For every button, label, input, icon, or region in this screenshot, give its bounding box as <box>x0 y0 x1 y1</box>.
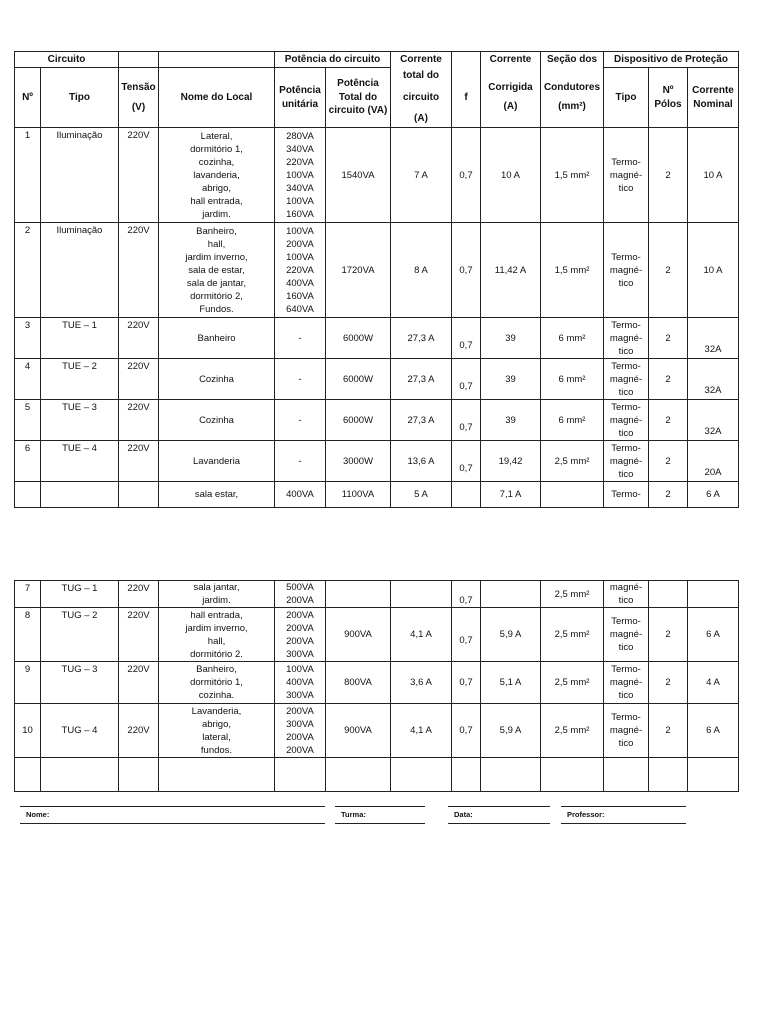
cell-corrente-nominal: 32A <box>688 400 739 441</box>
cell-tensao: 220V <box>119 128 159 223</box>
cell-corrente-nominal: 32A <box>688 318 739 359</box>
cell-corrente-total: 8 A <box>391 223 452 318</box>
footer-data-field[interactable] <box>448 806 550 824</box>
cell-polos: 2 <box>649 482 688 508</box>
cell-corrente-nominal: 10 A <box>688 128 739 223</box>
cell-n: 1 <box>15 128 41 223</box>
cell-f: 0,7 <box>452 608 481 662</box>
header-secao <box>541 68 604 128</box>
header-n-polos-line2: Pólos <box>654 98 682 110</box>
cell-f: 0,7 <box>452 128 481 223</box>
cell-corrente-total: 5 A <box>391 482 452 508</box>
cell-tipo: Iluminação <box>41 128 119 223</box>
cell-polos: 2 <box>649 441 688 482</box>
cell-potencia-unitaria: 500VA 200VA <box>275 581 326 608</box>
cell-tipo: TUE – 1 <box>41 318 119 359</box>
header-corrente-total-line4: (A) <box>414 113 428 124</box>
cell-polos <box>649 581 688 608</box>
cell-empty <box>688 758 739 792</box>
cell-tensao: 220V <box>119 400 159 441</box>
cell-f: 0,7 <box>452 400 481 441</box>
header-f: f <box>452 68 481 128</box>
cell-polos: 2 <box>649 128 688 223</box>
table-row-empty <box>15 758 739 792</box>
footer-professor-label: Professor: <box>567 810 605 819</box>
cell-potencia-total: 1100VA <box>326 482 391 508</box>
cell-potencia-unitaria: - <box>275 400 326 441</box>
header-potencia-total-line2: Total do <box>338 91 378 103</box>
cell-local: Lateral, dormitório 1, cozinha, lavanderia, abrigo, hall entrada, jardim. <box>159 128 275 223</box>
cell-corrente-total: 27,3 A <box>391 359 452 400</box>
header-secao-1: Seção dos <box>541 52 604 68</box>
cell-n: 7 <box>15 581 41 608</box>
cell-corrente-nominal: 6 A <box>688 482 739 508</box>
cell-corrente-corrigida: 10 A <box>481 128 541 223</box>
cell-n: 5 <box>15 400 41 441</box>
cell-polos: 2 <box>649 400 688 441</box>
cell-potencia-total: 6000W <box>326 359 391 400</box>
cell-tensao: 220V <box>119 662 159 704</box>
cell-corrente-corrigida: 39 <box>481 400 541 441</box>
cell-tensao: 220V <box>119 359 159 400</box>
cell-f: 0,7 <box>452 441 481 482</box>
cell-secao: 2,5 mm² <box>541 581 604 608</box>
header-potencia-unitaria-line2: unitária <box>281 98 319 110</box>
cell-secao: 2,5 mm² <box>541 704 604 758</box>
cell-f: 0,7 <box>452 704 481 758</box>
cell-tensao: 220V <box>119 223 159 318</box>
cell-empty <box>541 758 604 792</box>
circuit-table-page-1 <box>14 51 739 508</box>
cell-empty <box>452 758 481 792</box>
cell-corrente-nominal: 32A <box>688 359 739 400</box>
cell-corrente-total: 13,6 A <box>391 441 452 482</box>
header-potencia-total-line3: circuito (VA) <box>328 105 388 117</box>
header-corrente-corrigida-line3: (A) <box>503 101 518 113</box>
footer-nome-field[interactable] <box>20 806 325 824</box>
cell-f: 0,7 <box>452 581 481 608</box>
table-row <box>15 359 739 400</box>
cell-corrente-corrigida: 7,1 A <box>481 482 541 508</box>
cell-empty <box>604 758 649 792</box>
cell-f: 0,7 <box>452 318 481 359</box>
cell-dispositivo-tipo: Termo- magné- tico <box>604 359 649 400</box>
cell-potencia-total: 800VA <box>326 662 391 704</box>
cell-tensao: 220V <box>119 318 159 359</box>
cell-corrente-corrigida: 11,42 A <box>481 223 541 318</box>
header-potencia-total <box>326 68 391 128</box>
cell-tensao: 220V <box>119 441 159 482</box>
cell-corrente-nominal: 6 A <box>688 608 739 662</box>
cell-tipo: TUG – 3 <box>41 662 119 704</box>
cell-potencia-unitaria: 100VA 400VA 300VA <box>275 662 326 704</box>
table-row <box>15 318 739 359</box>
cell-corrente-corrigida: 5,9 A <box>481 608 541 662</box>
cell-tipo: Iluminação <box>41 223 119 318</box>
header-disp-tipo: Tipo <box>604 68 649 128</box>
cell-dispositivo-tipo: Termo- magné- tico <box>604 318 649 359</box>
cell-corrente-corrigida: 5,1 A <box>481 662 541 704</box>
cell-polos: 2 <box>649 608 688 662</box>
cell-polos: 2 <box>649 359 688 400</box>
cell-f: 0,7 <box>452 662 481 704</box>
cell-polos: 2 <box>649 662 688 704</box>
cell-dispositivo-tipo: magné- tico <box>604 581 649 608</box>
cell-empty <box>119 758 159 792</box>
cell-f: 0,7 <box>452 359 481 400</box>
cell-tensao: 220V <box>119 704 159 758</box>
cell-dispositivo-tipo: Termo- magné- tico <box>604 608 649 662</box>
cell-n: 10 <box>15 704 41 758</box>
cell-n: 4 <box>15 359 41 400</box>
cell-corrente-corrigida <box>481 581 541 608</box>
table-row <box>15 128 739 223</box>
cell-tensao <box>119 482 159 508</box>
header-tensao-line1: Tensão <box>121 82 156 93</box>
cell-potencia-unitaria: 400VA <box>275 482 326 508</box>
cell-secao <box>541 482 604 508</box>
cell-empty <box>275 758 326 792</box>
cell-tensao: 220V <box>119 581 159 608</box>
footer-turma-label: Turma: <box>341 810 366 819</box>
cell-tipo: TUE – 4 <box>41 441 119 482</box>
footer <box>20 806 690 826</box>
cell-local: hall entrada, jardim inverno, hall, dormitório 2. <box>159 608 275 662</box>
cell-corrente-corrigida: 19,42 <box>481 441 541 482</box>
header-corrente-total <box>391 68 452 128</box>
cell-empty <box>391 758 452 792</box>
cell-secao: 2,5 mm² <box>541 441 604 482</box>
header-corrente-nominal-line1: Corrente <box>692 85 734 96</box>
cell-local: Banheiro <box>159 318 275 359</box>
cell-potencia-total: 6000W <box>326 400 391 441</box>
header-blank-tensao <box>119 52 159 68</box>
cell-potencia-total <box>326 581 391 608</box>
cell-potencia-unitaria: - <box>275 359 326 400</box>
cell-dispositivo-tipo: Termo- magné- tico <box>604 704 649 758</box>
cell-n: 6 <box>15 441 41 482</box>
cell-secao: 6 mm² <box>541 359 604 400</box>
cell-local: Lavanderia, abrigo, lateral, fundos. <box>159 704 275 758</box>
header-circuito: Circuito <box>15 52 119 68</box>
header-corrente-total-line3: circuito <box>402 91 440 103</box>
cell-corrente-corrigida: 39 <box>481 318 541 359</box>
cell-secao: 6 mm² <box>541 318 604 359</box>
cell-secao: 1,5 mm² <box>541 128 604 223</box>
circuit-table-page-2 <box>14 580 739 792</box>
cell-tipo: TUE – 3 <box>41 400 119 441</box>
header-corrente-total-1: Corrente <box>391 52 452 68</box>
cell-potencia-unitaria: 100VA 200VA 100VA 220VA 400VA 160VA 640VA <box>275 223 326 318</box>
header-corrente-corrigida <box>481 68 541 128</box>
cell-tipo: TUG – 1 <box>41 581 119 608</box>
cell-corrente-total <box>391 581 452 608</box>
footer-data-label: Data: <box>454 810 473 819</box>
cell-dispositivo-tipo: Termo- magné- tico <box>604 128 649 223</box>
cell-empty <box>15 758 41 792</box>
header-potencia-unitaria-line1: Potência <box>279 85 321 96</box>
header-secao-line3: (mm²) <box>558 101 586 113</box>
footer-nome-label: Nome: <box>26 810 50 819</box>
cell-local: Banheiro, dormitório 1, cozinha. <box>159 662 275 704</box>
header-potencia-unitaria <box>275 68 326 128</box>
cell-potencia-unitaria: 280VA 340VA 220VA 100VA 340VA 100VA 160VA <box>275 128 326 223</box>
cell-potencia-unitaria: 200VA 300VA 200VA 200VA <box>275 704 326 758</box>
cell-empty <box>326 758 391 792</box>
cell-local: sala estar, <box>159 482 275 508</box>
cell-corrente-total: 3,6 A <box>391 662 452 704</box>
cell-dispositivo-tipo: Termo- magné- tico <box>604 441 649 482</box>
cell-n: 9 <box>15 662 41 704</box>
header-blank-local <box>159 52 275 68</box>
cell-corrente-corrigida: 39 <box>481 359 541 400</box>
cell-empty <box>649 758 688 792</box>
table-row <box>15 608 739 662</box>
cell-potencia-total: 900VA <box>326 608 391 662</box>
cell-dispositivo-tipo: Termo- <box>604 482 649 508</box>
header-dispositivo: Dispositivo de Proteção <box>604 52 739 68</box>
cell-f <box>452 482 481 508</box>
cell-tipo <box>41 482 119 508</box>
cell-potencia-unitaria: - <box>275 441 326 482</box>
header-potencia-total-line1: Potência <box>337 78 379 90</box>
cell-local: Cozinha <box>159 400 275 441</box>
cell-corrente-total: 27,3 A <box>391 318 452 359</box>
cell-potencia-total: 3000W <box>326 441 391 482</box>
table-row <box>15 662 739 704</box>
cell-n: 8 <box>15 608 41 662</box>
table-row <box>15 482 739 508</box>
cell-tipo: TUG – 4 <box>41 704 119 758</box>
header-corrente-total-line2: total do <box>402 70 440 81</box>
footer-professor-field[interactable] <box>561 806 686 824</box>
cell-potencia-total: 900VA <box>326 704 391 758</box>
table-row <box>15 223 739 318</box>
cell-corrente-nominal: 4 A <box>688 662 739 704</box>
header-blank-f <box>452 52 481 68</box>
cell-polos: 2 <box>649 318 688 359</box>
cell-n <box>15 482 41 508</box>
cell-secao: 1,5 mm² <box>541 223 604 318</box>
cell-potencia-total: 1540VA <box>326 128 391 223</box>
cell-potencia-total: 1720VA <box>326 223 391 318</box>
cell-local: Banheiro, hall, jardim inverno, sala de estar, sala de jantar, dormitório 2, Fundos. <box>159 223 275 318</box>
table-row <box>15 400 739 441</box>
cell-potencia-unitaria: 200VA 200VA 200VA 300VA <box>275 608 326 662</box>
cell-tipo: TUG – 2 <box>41 608 119 662</box>
header-corrente-corrigida-1: Corrente <box>481 52 541 68</box>
cell-polos: 2 <box>649 223 688 318</box>
cell-empty <box>159 758 275 792</box>
header-n-polos-line1: Nº <box>662 85 674 96</box>
cell-local: Lavanderia <box>159 441 275 482</box>
header-nome-local: Nome do Local <box>159 68 275 128</box>
cell-tipo: TUE – 2 <box>41 359 119 400</box>
cell-dispositivo-tipo: Termo- magné- tico <box>604 662 649 704</box>
cell-corrente-corrigida: 5,9 A <box>481 704 541 758</box>
cell-potencia-unitaria: - <box>275 318 326 359</box>
cell-secao: 2,5 mm² <box>541 608 604 662</box>
header-tensao-line2: (V) <box>131 101 146 113</box>
header-secao-line2: Condutores <box>543 81 601 93</box>
cell-empty <box>481 758 541 792</box>
cell-corrente-nominal: 20A <box>688 441 739 482</box>
cell-dispositivo-tipo: Termo- magné- tico <box>604 223 649 318</box>
header-potencia-circuito: Potência do circuito <box>275 52 391 68</box>
footer-turma-field[interactable] <box>335 806 425 824</box>
header-corrente-nominal <box>688 68 739 128</box>
cell-corrente-total: 4,1 A <box>391 704 452 758</box>
cell-dispositivo-tipo: Termo- magné- tico <box>604 400 649 441</box>
cell-potencia-total: 6000W <box>326 318 391 359</box>
cell-corrente-nominal: 10 A <box>688 223 739 318</box>
cell-corrente-total: 4,1 A <box>391 608 452 662</box>
header-tipo: Tipo <box>41 68 119 128</box>
header-corrente-corrigida-line2: Corrigida <box>488 81 533 93</box>
table-row <box>15 581 739 608</box>
header-tensao <box>119 68 159 128</box>
cell-n: 3 <box>15 318 41 359</box>
cell-corrente-total: 7 A <box>391 128 452 223</box>
table-row <box>15 704 739 758</box>
cell-polos: 2 <box>649 704 688 758</box>
header-corrente-nominal-line2: Nominal <box>693 98 733 110</box>
cell-secao: 6 mm² <box>541 400 604 441</box>
header-n-polos <box>649 68 688 128</box>
header-n: Nº <box>15 68 41 128</box>
table-row <box>15 441 739 482</box>
cell-f: 0,7 <box>452 223 481 318</box>
cell-corrente-nominal: 6 A <box>688 704 739 758</box>
cell-secao: 2,5 mm² <box>541 662 604 704</box>
cell-empty <box>41 758 119 792</box>
cell-local: sala jantar, jardim. <box>159 581 275 608</box>
cell-tensao: 220V <box>119 608 159 662</box>
cell-n: 2 <box>15 223 41 318</box>
cell-corrente-nominal <box>688 581 739 608</box>
cell-local: Cozinha <box>159 359 275 400</box>
cell-corrente-total: 27,3 A <box>391 400 452 441</box>
